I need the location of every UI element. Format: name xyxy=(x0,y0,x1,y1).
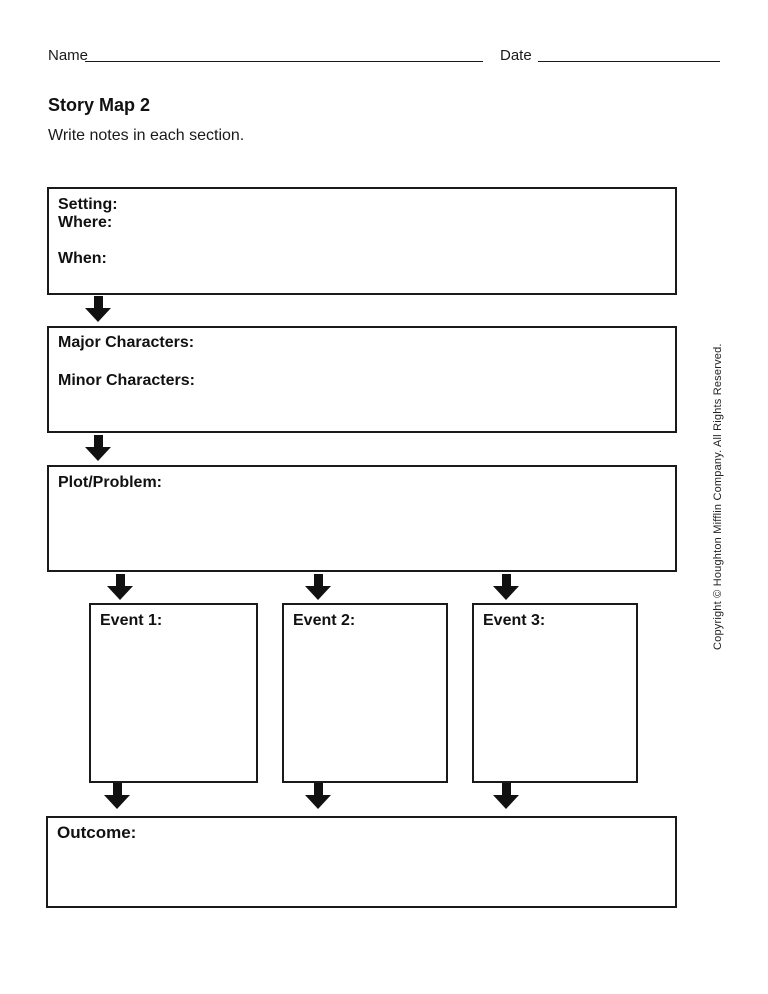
page-instructions: Write notes in each section. xyxy=(48,127,245,144)
event-3-label: Event 3: xyxy=(483,612,546,629)
copyright-notice: Copyright © Houghton Mifflin Company. All Rights Reserved. xyxy=(712,343,724,650)
down-arrow-event-2-to-outcome xyxy=(304,783,332,809)
outcome-label: Outcome: xyxy=(57,823,137,842)
event-1-label: Event 1: xyxy=(100,612,163,629)
name-fill-line xyxy=(85,61,483,62)
plot-problem-label: Plot/Problem: xyxy=(58,474,163,491)
setting-when-label: When: xyxy=(58,250,107,267)
major-characters-label: Major Characters: xyxy=(58,334,195,351)
event-1-box xyxy=(89,603,258,783)
down-arrow-event-1-to-outcome xyxy=(103,783,131,809)
characters-box xyxy=(47,326,677,433)
down-arrow-event-3-to-outcome xyxy=(492,783,520,809)
minor-characters-label: Minor Characters: xyxy=(58,372,195,389)
event-3-box xyxy=(472,603,638,783)
page-title: Story Map 2 xyxy=(48,95,151,115)
name-label: Name xyxy=(48,47,89,64)
down-arrow-plot-to-event-1 xyxy=(106,574,134,600)
plot-problem-box xyxy=(47,465,677,572)
outcome-box xyxy=(46,816,677,908)
date-fill-line xyxy=(538,61,720,62)
down-arrow-plot-to-event-3 xyxy=(492,574,520,600)
setting-box xyxy=(47,187,677,295)
event-2-box xyxy=(282,603,448,783)
down-arrow-setting-to-characters xyxy=(84,296,112,322)
down-arrow-plot-to-event-2 xyxy=(304,574,332,600)
setting-where-label: Where: xyxy=(58,214,113,231)
date-label: Date xyxy=(500,47,532,64)
event-2-label: Event 2: xyxy=(293,612,356,629)
setting-label: Setting: xyxy=(58,196,118,213)
down-arrow-characters-to-plot xyxy=(84,435,112,461)
